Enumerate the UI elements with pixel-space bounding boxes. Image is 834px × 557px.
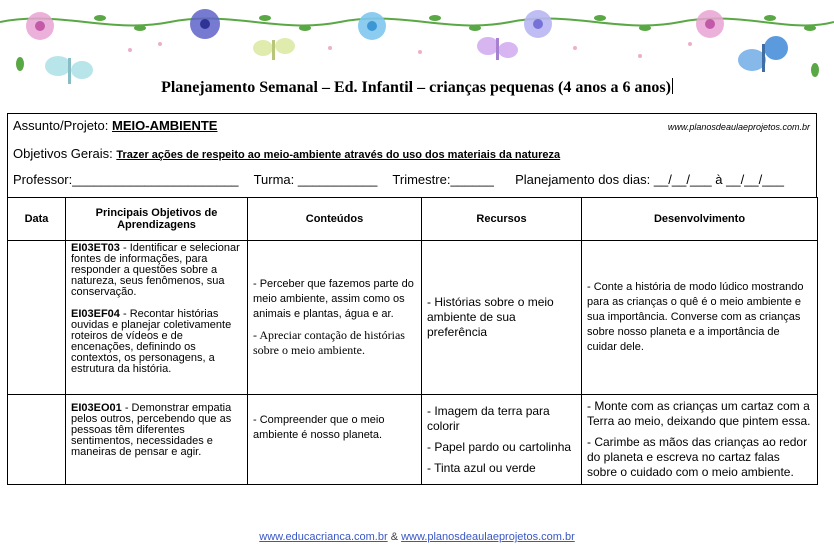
objetivos-line	[13, 146, 560, 161]
identification-line	[13, 172, 784, 187]
turma-field: Turma: ___________	[253, 172, 378, 187]
column-header: Desenvolvimento	[582, 198, 818, 241]
flower-icon	[190, 9, 220, 39]
content-cell: - Compreender que o meio ambiente é nosso planeta.	[248, 395, 422, 485]
objectives-cell: EI03EO01 - Demonstrar empatia pelos outros, percebendo que as pessoas têm diferentes sentimentos, necessidades e maneiras de pensar e agir.	[66, 395, 248, 485]
butterfly-icon	[738, 36, 788, 72]
planejamento-field: Planejamento dos dias: __/__/___ à __/__/___	[515, 172, 784, 187]
assunto-value: MEIO-AMBIENTE	[112, 118, 218, 133]
table-row	[8, 241, 818, 395]
trimestre-field: Trimestre:______	[392, 172, 494, 187]
objetivos-value: Trazer ações de respeito ao meio-ambiente através do uso dos materiais da natureza	[116, 149, 561, 161]
date-cell	[8, 395, 66, 485]
resources-cell: - Imagem da terra para colorir - Papel pardo ou cartolinha - Tinta azul ou verde	[422, 395, 582, 485]
footer-links	[0, 531, 834, 543]
flower-icon	[358, 12, 386, 40]
date-cell	[8, 241, 66, 395]
planosdeaula-link[interactable]: www.planosdeaulaeprojetos.com.br	[401, 531, 575, 543]
site-watermark: www.planosdeaulaeprojetos.com.br	[667, 122, 810, 132]
column-header: Recursos	[422, 198, 582, 241]
table-header-row	[8, 198, 818, 241]
flower-icon	[524, 10, 552, 38]
footer-separator: &	[387, 531, 402, 543]
resources-cell: - Histórias sobre o meio ambiente de sua preferência	[422, 241, 582, 395]
column-header: Data	[8, 198, 66, 241]
development-cell: - Monte com as crianças um cartaz com a Terra ao meio, deixando que pintem essa. - Carimbe as mãos das crianças ao redor do planeta e escreva no cartaz falas sobre o cuidado com o meio ambiente.	[582, 395, 818, 485]
plan-header	[7, 113, 817, 197]
assunto-label: Assunto/Projeto:	[13, 118, 109, 133]
development-cell: - Conte a história de modo lúdico mostrando para as crianças o quê é o meio ambiente e sua importância. Converse com as crianças sobre nosso planeta e a importância de cuidar dele.	[582, 241, 818, 395]
objetivos-label: Objetivos Gerais:	[13, 146, 113, 161]
table-row	[8, 395, 818, 485]
column-header: Principais Objetivos de Aprendizagens	[66, 198, 248, 241]
flower-icon	[696, 10, 724, 38]
plan-table	[7, 197, 818, 485]
professor-field: Professor:_______________________	[13, 172, 239, 187]
content-cell: - Perceber que fazemos parte do meio ambiente, assim como os animais e plantas, água e ar. - Apreciar contação de histórias sobre o meio ambiente.	[248, 241, 422, 395]
butterfly-icon	[477, 37, 518, 60]
butterfly-icon	[253, 38, 295, 60]
flower-icon	[26, 12, 54, 40]
page-title: Planejamento Semanal – Ed. Infantil – crianças pequenas (4 anos a 6 anos)	[161, 79, 671, 96]
educacrianca-link[interactable]: www.educacrianca.com.br	[259, 531, 388, 543]
assunto-line	[13, 118, 217, 133]
column-header: Conteúdos	[248, 198, 422, 241]
objectives-cell: EI03ET03 - Identificar e selecionar fontes de informações, para responder a questões sobre a natureza, seus fenômenos, sua conservação. EI03EF04 - Recontar histórias ouvidas e planejar coletivamente roteiros de vídeos e de encenações, definindo os contextos, os personagens, a estrutura da história.	[66, 241, 248, 395]
